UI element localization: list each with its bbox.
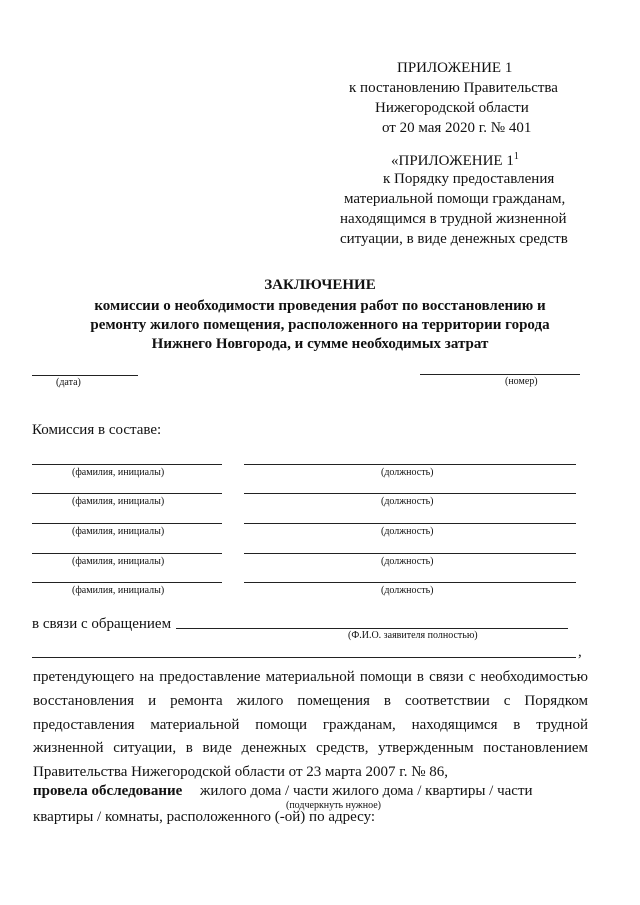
member-name-label: (фамилия, инициалы)	[72, 585, 165, 596]
member-name-line[interactable]	[32, 493, 222, 494]
paragraph-line-3: предоставления материальной помощи гражданам, находящимся в трудной	[33, 717, 588, 733]
inspection-line-2: квартиры / комнаты, расположенного (-ой) по адресу:	[33, 809, 376, 825]
date-line[interactable]	[32, 375, 138, 376]
paragraph-line-2: восстановления и ремонта жилого помещения в соответствии с Порядком	[33, 693, 588, 709]
applicant-comma: ,	[578, 644, 582, 660]
paragraph-line-1: претендующего на предоставление материальной помощи в связи с необходимостью	[33, 669, 588, 685]
applicant-label: (Ф.И.О. заявителя полностью)	[348, 630, 478, 641]
member-name-label: (фамилия, инициалы)	[72, 496, 165, 507]
appendix-inner-title	[391, 147, 519, 171]
appendix-inner-line-3: находящимся в трудной жизненной	[340, 211, 567, 227]
member-position-label: (должность)	[381, 496, 434, 507]
member-name-line[interactable]	[32, 582, 222, 583]
member-position-line[interactable]	[244, 493, 576, 494]
inspection-options: жилого дома / части жилого дома / квартиры / части	[200, 783, 533, 799]
appendix-line-2: к постановлению Правительства	[349, 80, 558, 96]
appendix-inner-sup: 1	[513, 151, 519, 162]
appendix-inner-line-4: ситуации, в виде денежных средств	[340, 231, 568, 247]
applicant-line[interactable]	[176, 628, 568, 629]
member-position-label: (должность)	[381, 585, 434, 596]
member-position-line[interactable]	[244, 464, 576, 465]
member-name-line[interactable]	[32, 464, 222, 465]
appeal-text: в связи с обращением	[32, 616, 172, 632]
inspection-bold: провела обследование	[33, 783, 183, 799]
appendix-inner-title-text: «ПРИЛОЖЕНИЕ 1	[391, 153, 514, 169]
appendix-inner-line-2: материальной помощи гражданам,	[344, 191, 566, 207]
appendix-line-3: Нижегородской области	[375, 100, 529, 116]
applicant-continuation-line[interactable]	[32, 657, 576, 658]
member-name-label: (фамилия, инициалы)	[72, 556, 165, 567]
appendix-line-4: от 20 мая 2020 г. № 401	[382, 120, 532, 136]
member-name-label: (фамилия, инициалы)	[72, 526, 165, 537]
paragraph-line-5: Правительства Нижегородской области от 23 марта 2007 г. № 86,	[33, 764, 449, 780]
document-subtitle-3: Нижнего Новгорода, и сумме необходимых затрат	[151, 336, 489, 352]
member-position-label: (должность)	[381, 526, 434, 537]
member-position-label: (должность)	[381, 467, 434, 478]
document-title: ЗАКЛЮЧЕНИЕ	[264, 277, 376, 293]
appendix-inner-line-1: к Порядку предоставления	[383, 171, 555, 187]
inspection-hint: (подчеркнуть нужное)	[286, 800, 381, 811]
document-subtitle-1: комиссии о необходимости проведения работ по восстановлению и	[94, 298, 546, 314]
appendix-line-1: ПРИЛОЖЕНИЕ 1	[397, 60, 513, 76]
member-position-label: (должность)	[381, 556, 434, 567]
member-name-line[interactable]	[32, 553, 222, 554]
document-subtitle-2: ремонту жилого помещения, расположенного на территории города	[90, 317, 550, 333]
member-name-label: (фамилия, инициалы)	[72, 467, 165, 478]
paragraph-line-4: жизненной ситуации, в виде денежных средств, утвержденным постановлением	[33, 740, 588, 756]
member-position-line[interactable]	[244, 523, 576, 524]
commission-label: Комиссия в составе:	[32, 422, 162, 438]
member-position-line[interactable]	[244, 553, 576, 554]
member-name-line[interactable]	[32, 523, 222, 524]
number-line[interactable]	[420, 374, 580, 375]
date-label: (дата)	[56, 377, 81, 388]
member-position-line[interactable]	[244, 582, 576, 583]
number-label: (номер)	[505, 376, 538, 387]
